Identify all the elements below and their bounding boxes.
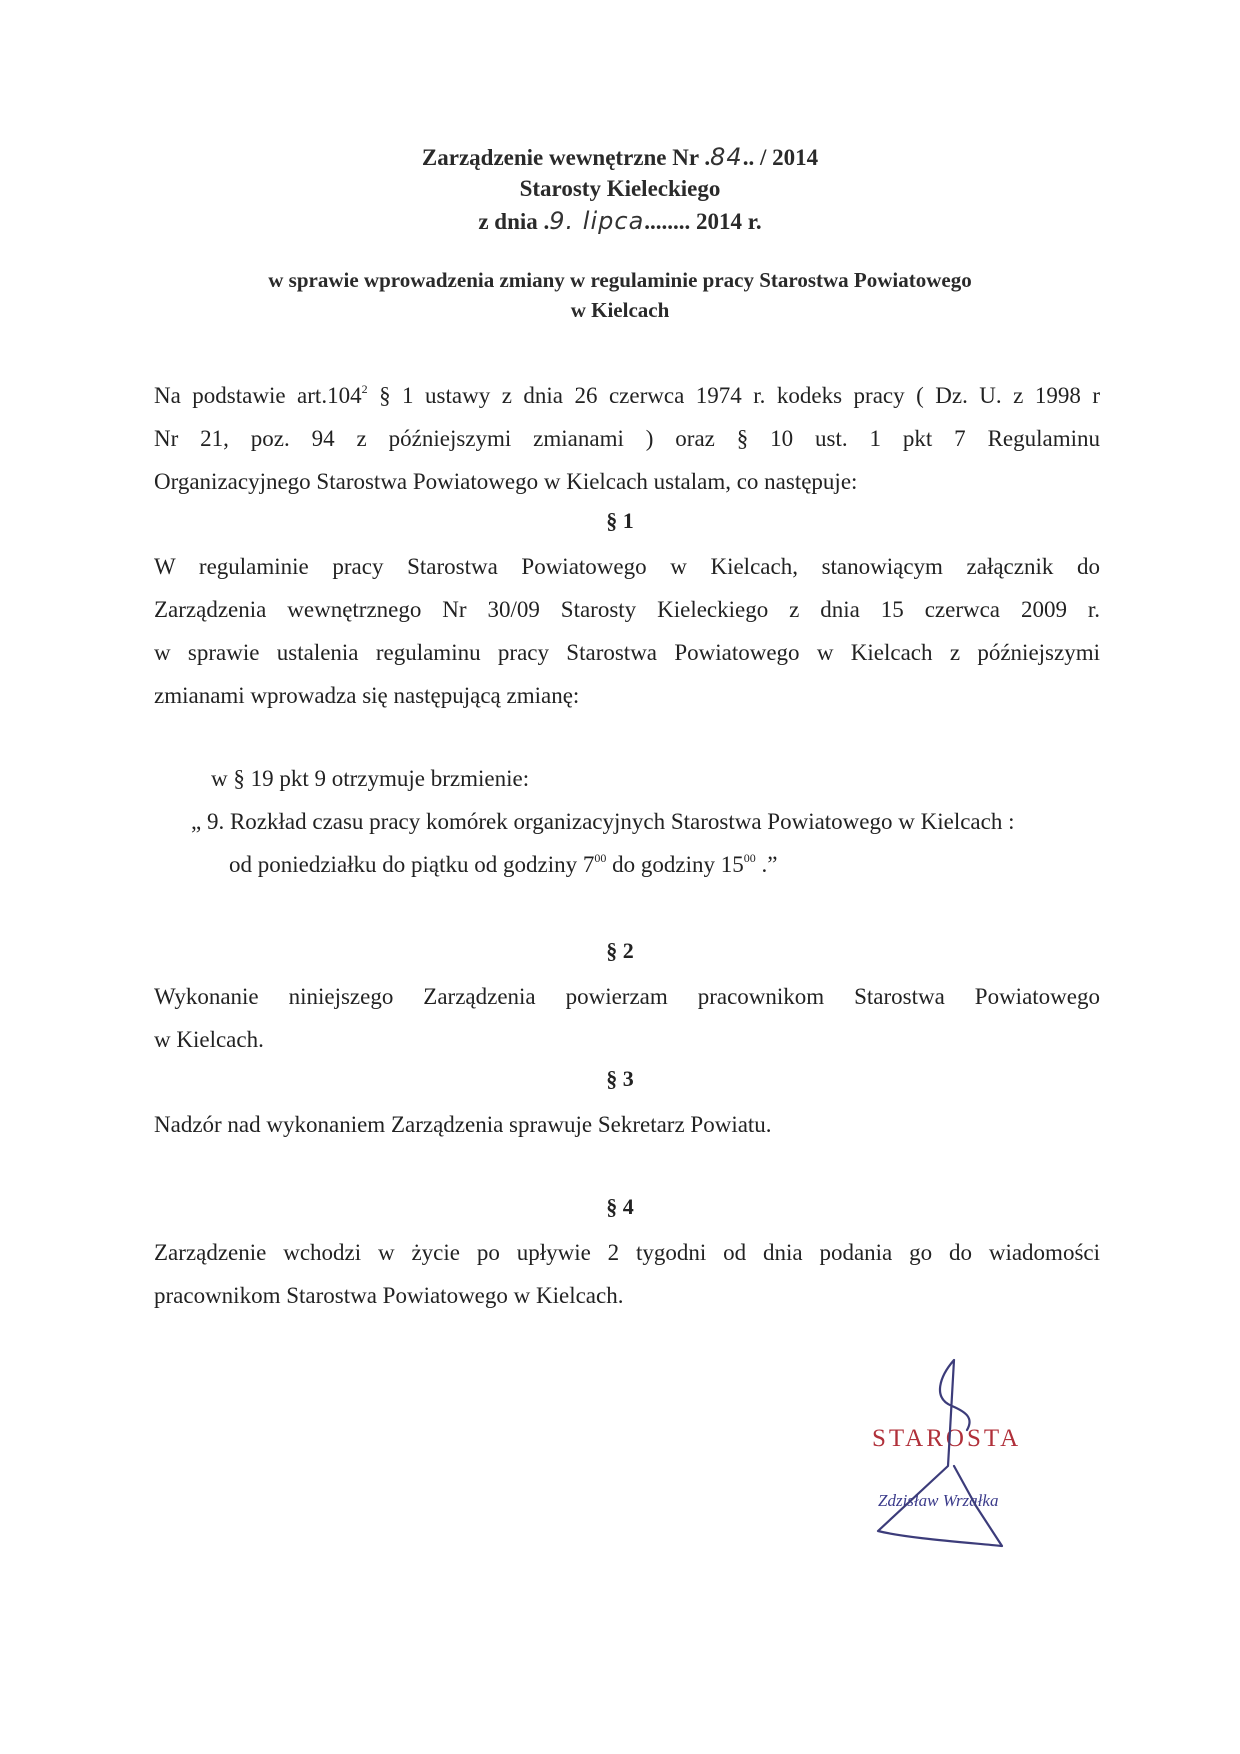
issuer-line: Starosty Kieleckiego <box>519 176 721 201</box>
subject-line-2: w Kielcach <box>570 298 670 322</box>
section-1-line-2: Zarządzenia wewnętrznego Nr 30/09 Starosty Kieleckiego z dnia 15 czerwca 2009 r. <box>154 597 1100 622</box>
title-suffix: .. / 2014 <box>742 145 819 170</box>
quote-text-b: do godziny 15 <box>606 852 744 877</box>
section-2-line-1: Wykonanie niniejszego Zarządzenia powierzam pracownikom Starostwa Powiatowego <box>154 984 1100 1009</box>
handwritten-date: 9. lipca <box>549 207 645 235</box>
section-4-line-2: pracownikom Starostwa Powiatowego w Kielcach. <box>154 1283 624 1308</box>
preamble-superscript: 2 <box>361 382 368 396</box>
stamp-name: Zdzisław Wrzałka <box>878 1491 999 1510</box>
date-line <box>0 206 1240 237</box>
section-4-heading: § 4 <box>606 1194 634 1219</box>
quote-text-a: od poniedziałku do piątku od godziny 7 <box>229 852 595 877</box>
official-stamp <box>866 1346 1046 1561</box>
preamble-text-b: § 1 ustawy z dnia 26 czerwca 1974 r. kodeks pracy ( Dz. U. z 1998 r <box>367 383 1101 408</box>
quote-text-c: .” <box>755 852 778 877</box>
section-1-line-3: w sprawie ustalenia regulaminu pracy Starostwa Powiatowego w Kielcach z późniejszymi <box>154 640 1100 665</box>
preamble-line-1 <box>154 374 1100 417</box>
section-4-line-1: Zarządzenie wchodzi w życie po upływie 2 tygodni od dnia podania go do wiadomości <box>154 1240 1100 1265</box>
preamble-line-3: Organizacyjnego Starostwa Powiatowego w Kielcach ustalam, co następuje: <box>154 469 858 494</box>
document-title <box>0 142 1240 173</box>
quote-line-2 <box>229 852 777 878</box>
stamp-title: STAROSTA <box>872 1425 1022 1452</box>
section-1-line-4: zmianami wprowadza się następującą zmianę: <box>154 683 580 708</box>
change-intro: w § 19 pkt 9 otrzymuje brzmienie: <box>211 766 530 791</box>
section-3-heading: § 3 <box>606 1066 634 1091</box>
signature-stamp-graphic <box>866 1346 1046 1556</box>
preamble-text-a: Na podstawie art.104 <box>154 383 362 408</box>
quote-superscript-2: 00 <box>743 851 756 865</box>
title-prefix: Zarządzenie wewnętrzne Nr . <box>421 145 711 170</box>
handwritten-signature <box>878 1360 1002 1546</box>
section-2-line-2: w Kielcach. <box>154 1027 264 1052</box>
date-suffix: ........ 2014 r. <box>644 209 762 234</box>
quote-superscript-1: 00 <box>594 851 607 865</box>
section-1-line-1: W regulaminie pracy Starostwa Powiatowego w Kielcach, stanowiącym załącznik do <box>154 554 1100 579</box>
date-prefix: z dnia . <box>478 209 550 234</box>
quote-line-1: „ 9. Rozkład czasu pracy komórek organizacyjnych Starostwa Powiatowego w Kielcach : <box>191 809 1015 834</box>
subject-line-1: w sprawie wprowadzenia zmiany w regulaminie pracy Starostwa Powiatowego <box>268 268 972 292</box>
handwritten-number: 84 <box>710 143 743 171</box>
section-2-heading: § 2 <box>606 938 634 963</box>
section-3-line-1: Nadzór nad wykonaniem Zarządzenia sprawuje Sekretarz Powiatu. <box>154 1112 772 1137</box>
preamble-line-2: Nr 21, poz. 94 z późniejszymi zmianami ) oraz § 10 ust. 1 pkt 7 Regulaminu <box>154 426 1100 451</box>
section-1-heading: § 1 <box>606 508 634 533</box>
